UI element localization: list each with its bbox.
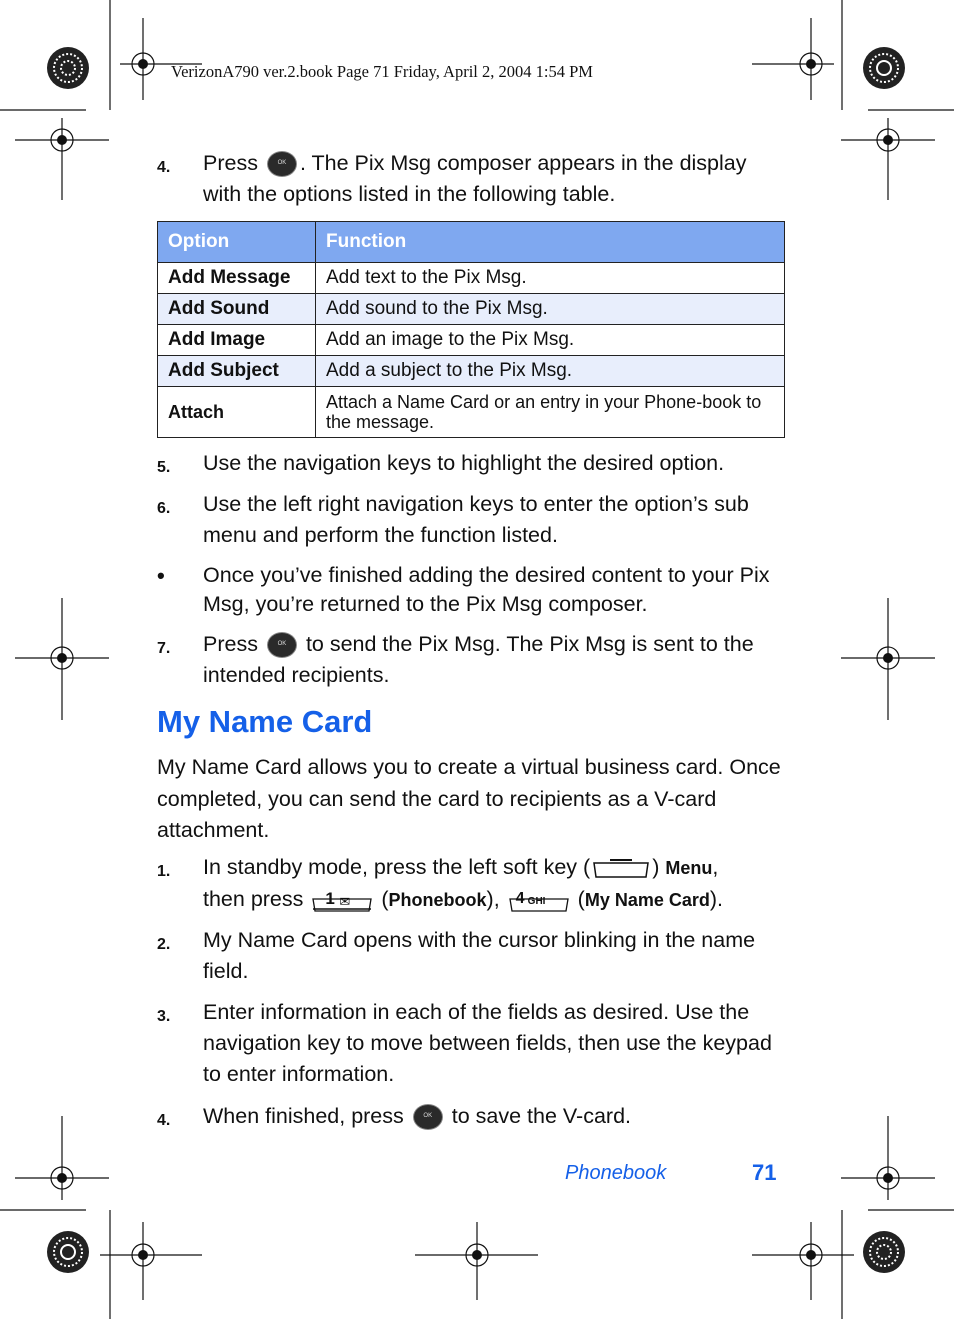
phonebook-label: Phonebook — [388, 890, 487, 910]
step-number: 4. — [157, 159, 171, 176]
step-text: When finished, press — [203, 1104, 404, 1128]
step-text: ), — [486, 887, 500, 911]
step-number: 5. — [157, 459, 171, 476]
table-cell-function: Add sound to the Pix Msg. — [316, 294, 785, 325]
footer-section-name: Phonebook — [565, 1162, 667, 1184]
menu-label: Menu — [665, 858, 713, 878]
table-cell-option: Add Message — [158, 263, 316, 294]
table-header-option: Option — [158, 222, 316, 263]
print-header: VerizonA790 ver.2.book Page 71 Friday, April 2, 2004 1:54 PM — [171, 62, 593, 81]
table-cell-function: Add an image to the Pix Msg. — [316, 325, 785, 356]
ok-key-icon: OK — [267, 151, 297, 177]
step-text: . The Pix Msg composer appears in the display with the options listed in the following table. — [203, 151, 747, 206]
step-number: 7. — [157, 640, 171, 657]
ok-key-icon: OK — [267, 632, 297, 658]
step-text: Press — [203, 151, 258, 175]
step-text: then press — [203, 887, 304, 911]
table-cell-function: Add text to the Pix Msg. — [316, 263, 785, 294]
table-row — [158, 325, 785, 356]
bullet-text: Once you’ve finished adding the desired content to your Pix Msg, you’re returned to the Pix Msg composer. — [203, 563, 770, 616]
table-row — [158, 263, 785, 294]
step-text: ( — [577, 887, 585, 911]
section-intro: My Name Card allows you to create a virtual business card. Once completed, you can send the card to recipients as a V-card attachment. — [157, 755, 781, 842]
step-text: , — [712, 855, 719, 879]
table-cell-option: Add Image — [158, 325, 316, 356]
left-soft-key-icon — [592, 857, 650, 879]
step-text: ( — [381, 887, 389, 911]
table-row — [158, 294, 785, 325]
step-text: to send the Pix Msg. The Pix Msg is sent to the intended recipients. — [203, 632, 754, 687]
step-number: 4. — [157, 1112, 171, 1129]
ok-key-icon: OK — [413, 1104, 443, 1130]
key-4-sublabel: GHI — [527, 896, 546, 908]
table-cell-option: Add Sound — [158, 294, 316, 325]
step-number: 2. — [157, 936, 171, 953]
step-text: ) — [652, 855, 666, 879]
step-number: 1. — [157, 863, 171, 880]
step-text: Use the navigation keys to highlight the desired option. — [203, 451, 725, 475]
key-1-icon — [311, 889, 373, 911]
step-text: to save the V-card. — [451, 1104, 631, 1128]
key-4-icon — [508, 889, 570, 911]
step-text: My Name Card opens with the cursor blinking in the name field. — [203, 928, 756, 983]
step-text: Enter information in each of the fields as desired. Use the navigation key to move between fields, then use the keypad to enter information. — [203, 1000, 772, 1086]
section-title: My Name Card — [157, 704, 373, 739]
key-1-label: 1 — [325, 889, 335, 909]
table-cell-function: Attach a Name Card or an entry in your Phone-book to the message. — [316, 387, 785, 438]
table-header-function: Function — [316, 222, 785, 263]
step-number: 3. — [157, 1008, 171, 1025]
my-name-card-label: My Name Card — [584, 890, 710, 910]
options-table — [157, 221, 785, 438]
step-number: 6. — [157, 500, 171, 517]
envelope-icon: ✉ — [339, 894, 351, 910]
table-row — [158, 387, 785, 438]
step-text: Press — [203, 632, 258, 656]
table-cell-option: Attach — [158, 387, 316, 438]
bullet-glyph: • — [157, 563, 165, 588]
step-text: ). — [709, 887, 724, 911]
key-4-label: 4 — [515, 890, 525, 908]
step-text: Use the left right navigation keys to enter the option’s sub menu and perform the function listed. — [203, 492, 749, 547]
page-number: 71 — [752, 1160, 777, 1185]
table-row — [158, 356, 785, 387]
step-text: In standby mode, press the left soft key ( — [203, 855, 591, 879]
table-cell-option: Add Subject — [158, 356, 316, 387]
table-cell-function: Add a subject to the Pix Msg. — [316, 356, 785, 387]
